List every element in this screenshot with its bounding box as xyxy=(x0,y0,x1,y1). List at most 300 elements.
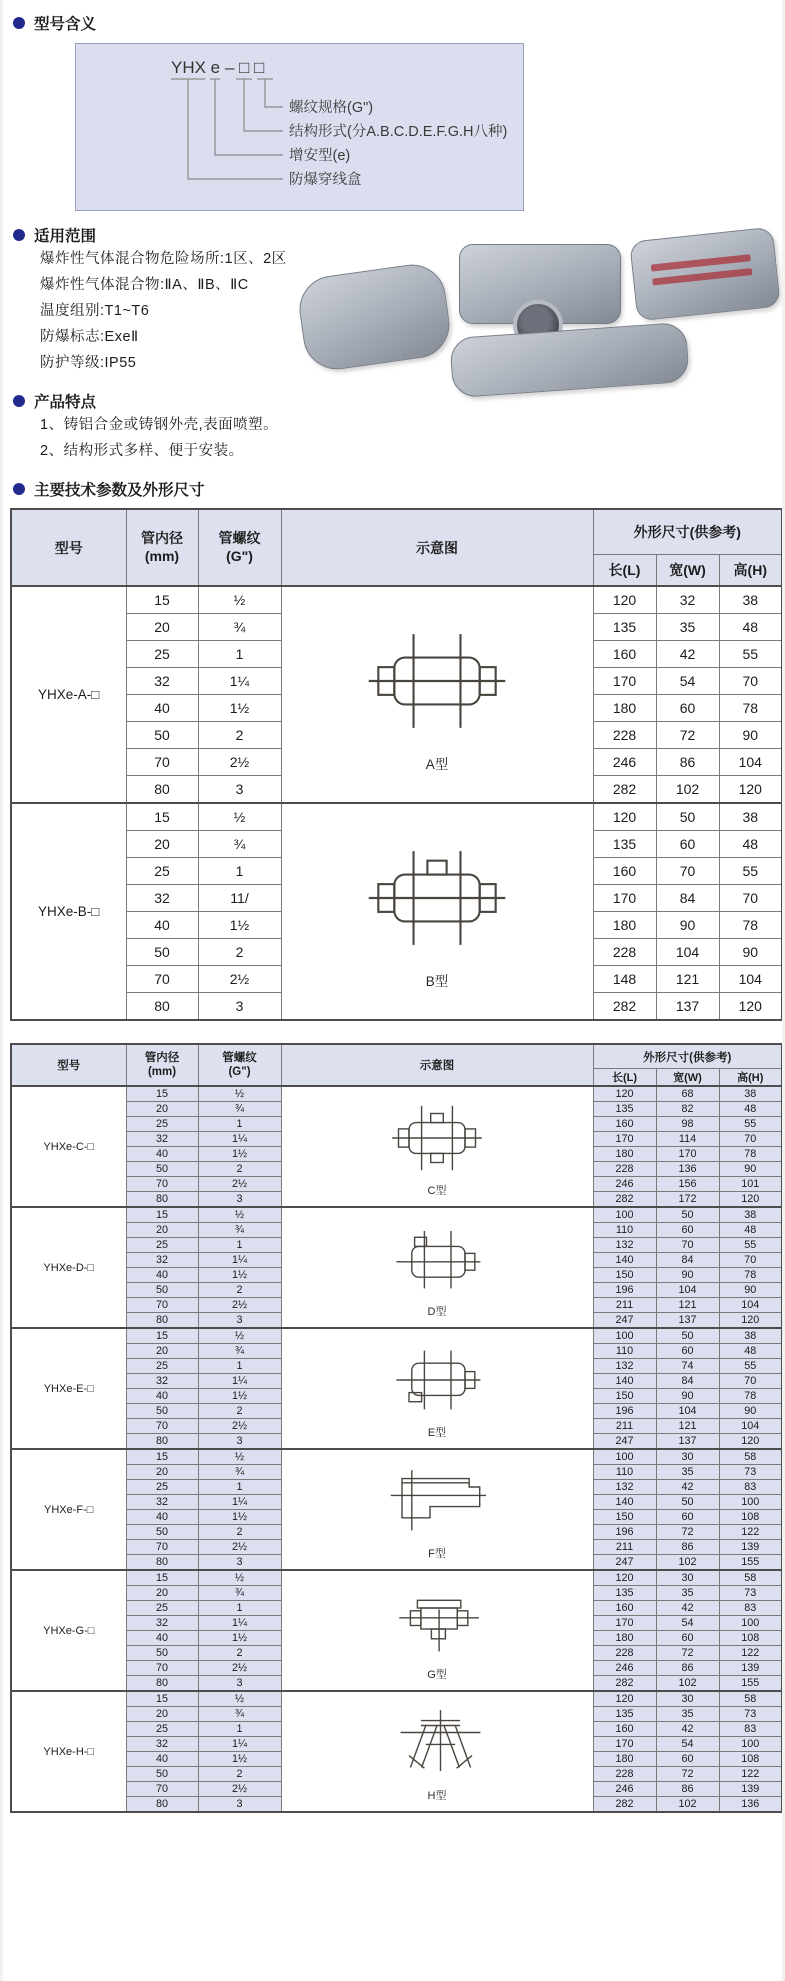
length-cell: 160 xyxy=(593,1117,656,1132)
bore-cell: 80 xyxy=(126,1434,198,1450)
thread-cell: ½ xyxy=(198,1328,281,1344)
schematic-cell xyxy=(281,1328,593,1449)
section-title: 产品特点 xyxy=(34,394,97,411)
width-cell: 114 xyxy=(656,1132,719,1147)
thread-cell: 2 xyxy=(198,1767,281,1782)
length-cell: 120 xyxy=(593,1570,656,1586)
bore-cell: 32 xyxy=(126,1132,198,1147)
width-cell: 98 xyxy=(656,1117,719,1132)
height-cell: 55 xyxy=(719,641,782,668)
thread-cell: ¾ xyxy=(198,1102,281,1117)
width-cell: 137 xyxy=(656,1313,719,1329)
bore-cell: 20 xyxy=(126,1465,198,1480)
height-cell: 104 xyxy=(719,1419,782,1434)
thread-cell: 1½ xyxy=(198,695,281,722)
height-cell: 78 xyxy=(719,1147,782,1162)
height-cell: 48 xyxy=(719,614,782,641)
length-cell: 196 xyxy=(593,1404,656,1419)
height-cell: 139 xyxy=(719,1540,782,1555)
scope-line: 防爆标志:ExeⅡ xyxy=(40,329,139,345)
height-cell: 108 xyxy=(719,1510,782,1525)
thread-cell: 3 xyxy=(198,993,281,1021)
length-cell: 148 xyxy=(593,966,656,993)
height-cell: 136 xyxy=(719,1797,782,1813)
length-cell: 180 xyxy=(593,912,656,939)
height-cell: 104 xyxy=(719,966,782,993)
height-cell: 120 xyxy=(719,1313,782,1329)
bore-cell: 80 xyxy=(126,993,198,1021)
length-cell: 228 xyxy=(593,939,656,966)
spec-table-ab xyxy=(10,508,783,1021)
type-caption: B型 xyxy=(425,973,449,989)
width-cell: 54 xyxy=(656,668,719,695)
height-cell: 78 xyxy=(719,1268,782,1283)
length-cell: 211 xyxy=(593,1540,656,1555)
length-cell: 135 xyxy=(593,1586,656,1601)
height-cell: 73 xyxy=(719,1586,782,1601)
section-title: 适用范围 xyxy=(34,228,97,245)
length-cell: 211 xyxy=(593,1419,656,1434)
width-cell: 90 xyxy=(656,1389,719,1404)
length-cell: 120 xyxy=(593,586,656,614)
bore-cell: 70 xyxy=(126,1419,198,1434)
height-cell: 58 xyxy=(719,1449,782,1465)
height-cell: 139 xyxy=(719,1782,782,1797)
bore-cell: 70 xyxy=(126,1661,198,1676)
col-header-model: 型号 xyxy=(11,1044,126,1086)
bore-cell: 20 xyxy=(126,831,198,858)
width-cell: 42 xyxy=(656,1722,719,1737)
spec-row xyxy=(11,1086,782,1102)
col-header-thread: 管螺纹 (G") xyxy=(198,1044,281,1086)
thread-cell: 2½ xyxy=(198,1177,281,1192)
bore-cell: 20 xyxy=(126,1344,198,1359)
width-cell: 104 xyxy=(656,1283,719,1298)
spec-table-ch xyxy=(10,1043,783,1813)
section-heading-specs xyxy=(13,478,782,500)
length-cell: 160 xyxy=(593,858,656,885)
thread-cell: 2 xyxy=(198,1404,281,1419)
thread-cell: 2 xyxy=(198,1646,281,1661)
model-code-cell: YHXe-F-□ xyxy=(11,1449,126,1570)
width-cell: 50 xyxy=(656,1495,719,1510)
length-cell: 246 xyxy=(593,1177,656,1192)
width-cell: 74 xyxy=(656,1359,719,1374)
height-cell: 70 xyxy=(719,1374,782,1389)
height-cell: 104 xyxy=(719,1298,782,1313)
bore-cell: 80 xyxy=(126,1313,198,1329)
col-header-dims-group: 外形尺寸(供参考) xyxy=(593,1044,782,1069)
height-cell: 155 xyxy=(719,1676,782,1692)
length-cell: 120 xyxy=(593,1691,656,1707)
feature-line: 2、结构形式多样、便于安装。 xyxy=(40,443,244,459)
width-cell: 35 xyxy=(656,1465,719,1480)
thread-cell: ¾ xyxy=(198,1707,281,1722)
width-cell: 60 xyxy=(656,1223,719,1238)
length-cell: 132 xyxy=(593,1359,656,1374)
thread-cell: 1¼ xyxy=(198,1737,281,1752)
thread-cell: 2½ xyxy=(198,1419,281,1434)
col-header-schematic: 示意图 xyxy=(281,1044,593,1086)
length-cell: 150 xyxy=(593,1268,656,1283)
bore-cell: 80 xyxy=(126,776,198,804)
width-cell: 121 xyxy=(656,1298,719,1313)
length-cell: 246 xyxy=(593,1661,656,1676)
height-cell: 108 xyxy=(719,1631,782,1646)
length-cell: 110 xyxy=(593,1223,656,1238)
scope-line: 温度组别:T1~T6 xyxy=(40,303,150,319)
length-cell: 110 xyxy=(593,1344,656,1359)
length-cell: 247 xyxy=(593,1555,656,1571)
col-header-bore: 管内径 (mm) xyxy=(126,509,198,586)
label-thread-spec: 螺纹规格(G") xyxy=(289,100,374,116)
col-header-model: 型号 xyxy=(11,509,126,586)
length-cell: 282 xyxy=(593,776,656,804)
model-code-text: YHX e – □ □ xyxy=(171,58,265,77)
height-cell: 48 xyxy=(719,1344,782,1359)
model-code-cell: YHXe-H-□ xyxy=(11,1691,126,1812)
thread-cell: ¾ xyxy=(198,831,281,858)
bore-cell: 15 xyxy=(126,1449,198,1465)
bore-cell: 40 xyxy=(126,695,198,722)
height-cell: 90 xyxy=(719,1404,782,1419)
height-cell: 55 xyxy=(719,1238,782,1253)
col-header-thread: 管螺纹 (G") xyxy=(198,509,281,586)
bore-cell: 15 xyxy=(126,1328,198,1344)
length-cell: 150 xyxy=(593,1389,656,1404)
length-cell: 160 xyxy=(593,1722,656,1737)
height-cell: 101 xyxy=(719,1177,782,1192)
bore-cell: 32 xyxy=(126,668,198,695)
schematic-cell xyxy=(281,803,593,1020)
section-title: 主要技术参数及外形尺寸 xyxy=(34,482,205,499)
model-code-cell: YHXe-E-□ xyxy=(11,1328,126,1449)
width-cell: 86 xyxy=(656,1540,719,1555)
length-cell: 282 xyxy=(593,1192,656,1208)
length-cell: 246 xyxy=(593,1782,656,1797)
thread-cell: 1 xyxy=(198,858,281,885)
spec-row xyxy=(11,586,782,614)
bore-cell: 70 xyxy=(126,749,198,776)
bore-cell: 25 xyxy=(126,1359,198,1374)
width-cell: 121 xyxy=(656,1419,719,1434)
thread-cell: 1 xyxy=(198,1722,281,1737)
label-increased-safety: 增安型(e) xyxy=(289,148,351,164)
length-cell: 247 xyxy=(593,1313,656,1329)
length-cell: 135 xyxy=(593,831,656,858)
thread-cell: 1½ xyxy=(198,912,281,939)
length-cell: 120 xyxy=(593,1086,656,1102)
col-header-length: 长(L) xyxy=(593,555,656,587)
model-section xyxy=(11,1691,782,1812)
height-cell: 100 xyxy=(719,1495,782,1510)
height-cell: 70 xyxy=(719,1253,782,1268)
table-header xyxy=(11,509,782,586)
height-cell: 122 xyxy=(719,1646,782,1661)
model-section xyxy=(11,1086,782,1207)
width-cell: 102 xyxy=(656,1555,719,1571)
length-cell: 140 xyxy=(593,1374,656,1389)
thread-cell: 2½ xyxy=(198,966,281,993)
width-cell: 136 xyxy=(656,1162,719,1177)
thread-cell: 2½ xyxy=(198,1540,281,1555)
bore-cell: 15 xyxy=(126,1207,198,1223)
height-cell: 139 xyxy=(719,1661,782,1676)
length-cell: 247 xyxy=(593,1434,656,1450)
width-cell: 86 xyxy=(656,1782,719,1797)
spec-row xyxy=(11,1328,782,1344)
width-cell: 86 xyxy=(656,749,719,776)
height-cell: 38 xyxy=(719,1207,782,1223)
length-cell: 282 xyxy=(593,1797,656,1813)
height-cell: 78 xyxy=(719,912,782,939)
thread-cell: ½ xyxy=(198,1207,281,1223)
thread-cell: 2½ xyxy=(198,749,281,776)
width-cell: 172 xyxy=(656,1192,719,1208)
bore-cell: 70 xyxy=(126,1782,198,1797)
length-cell: 180 xyxy=(593,1147,656,1162)
width-cell: 35 xyxy=(656,1586,719,1601)
thread-cell: 1½ xyxy=(198,1389,281,1404)
thread-cell: 2½ xyxy=(198,1298,281,1313)
height-cell: 58 xyxy=(719,1691,782,1707)
height-cell: 38 xyxy=(719,1086,782,1102)
schematic-e-icon xyxy=(375,1338,499,1422)
height-cell: 70 xyxy=(719,885,782,912)
length-cell: 211 xyxy=(593,1298,656,1313)
width-cell: 104 xyxy=(656,1404,719,1419)
bore-cell: 40 xyxy=(126,1752,198,1767)
thread-cell: 2 xyxy=(198,1525,281,1540)
bore-cell: 25 xyxy=(126,641,198,668)
label-structure-form: 结构形式(分A.B.C.D.E.F.G.H八种) xyxy=(289,124,508,140)
thread-cell: 1½ xyxy=(198,1631,281,1646)
bore-cell: 20 xyxy=(126,1586,198,1601)
thread-cell: ½ xyxy=(198,1086,281,1102)
length-cell: 132 xyxy=(593,1238,656,1253)
model-code-diagram xyxy=(76,44,523,210)
thread-cell: 1 xyxy=(198,1480,281,1495)
bore-cell: 25 xyxy=(126,1238,198,1253)
bore-cell: 25 xyxy=(126,1722,198,1737)
width-cell: 60 xyxy=(656,1510,719,1525)
width-cell: 156 xyxy=(656,1177,719,1192)
height-cell: 120 xyxy=(719,1192,782,1208)
bullet-icon xyxy=(13,229,25,241)
model-code-cell: YHXe-A-□ xyxy=(11,586,126,803)
length-cell: 180 xyxy=(593,1631,656,1646)
schematic-cell xyxy=(281,1086,593,1207)
height-cell: 48 xyxy=(719,1102,782,1117)
col-header-schematic: 示意图 xyxy=(281,509,593,586)
thread-cell: 1¼ xyxy=(198,668,281,695)
table-header xyxy=(11,1044,782,1086)
width-cell: 121 xyxy=(656,966,719,993)
width-cell: 30 xyxy=(656,1449,719,1465)
height-cell: 55 xyxy=(719,1359,782,1374)
height-cell: 108 xyxy=(719,1752,782,1767)
model-code-cell: YHXe-D-□ xyxy=(11,1207,126,1328)
bore-cell: 25 xyxy=(126,1117,198,1132)
height-cell: 104 xyxy=(719,749,782,776)
bore-cell: 40 xyxy=(126,1268,198,1283)
height-cell: 155 xyxy=(719,1555,782,1571)
width-cell: 50 xyxy=(656,1207,719,1223)
width-cell: 50 xyxy=(656,803,719,831)
width-cell: 60 xyxy=(656,1344,719,1359)
thread-cell: 3 xyxy=(198,776,281,804)
model-code-cell: YHXe-B-□ xyxy=(11,803,126,1020)
bore-cell: 50 xyxy=(126,1283,198,1298)
schematic-cell xyxy=(281,586,593,803)
model-section xyxy=(11,586,782,803)
height-cell: 90 xyxy=(719,1283,782,1298)
col-header-width: 宽(W) xyxy=(656,1069,719,1087)
section-title: 型号含义 xyxy=(34,16,97,33)
thread-cell: 3 xyxy=(198,1434,281,1450)
thread-cell: 1 xyxy=(198,1601,281,1616)
bore-cell: 20 xyxy=(126,1707,198,1722)
length-cell: 170 xyxy=(593,1737,656,1752)
thread-cell: 3 xyxy=(198,1555,281,1571)
height-cell: 73 xyxy=(719,1465,782,1480)
bore-cell: 20 xyxy=(126,1102,198,1117)
length-cell: 228 xyxy=(593,1646,656,1661)
bore-cell: 80 xyxy=(126,1192,198,1208)
thread-cell: 1 xyxy=(198,1359,281,1374)
model-section xyxy=(11,1328,782,1449)
width-cell: 137 xyxy=(656,993,719,1021)
height-cell: 70 xyxy=(719,668,782,695)
width-cell: 170 xyxy=(656,1147,719,1162)
width-cell: 72 xyxy=(656,1646,719,1661)
height-cell: 55 xyxy=(719,1117,782,1132)
width-cell: 60 xyxy=(656,695,719,722)
height-cell: 58 xyxy=(719,1570,782,1586)
length-cell: 196 xyxy=(593,1525,656,1540)
thread-cell: ¾ xyxy=(198,1344,281,1359)
height-cell: 38 xyxy=(719,1328,782,1344)
length-cell: 160 xyxy=(593,1601,656,1616)
bore-cell: 15 xyxy=(126,1570,198,1586)
length-cell: 180 xyxy=(593,695,656,722)
width-cell: 60 xyxy=(656,1752,719,1767)
bore-cell: 15 xyxy=(126,1086,198,1102)
width-cell: 86 xyxy=(656,1661,719,1676)
col-header-height: 高(H) xyxy=(719,1069,782,1087)
length-cell: 100 xyxy=(593,1207,656,1223)
thread-cell: 3 xyxy=(198,1313,281,1329)
height-cell: 73 xyxy=(719,1707,782,1722)
thread-cell: 1 xyxy=(198,641,281,668)
schematic-d-icon xyxy=(375,1217,499,1301)
bullet-icon xyxy=(13,483,25,495)
thread-cell: ¾ xyxy=(198,1223,281,1238)
thread-cell: ¾ xyxy=(198,614,281,641)
length-cell: 135 xyxy=(593,1707,656,1722)
width-cell: 30 xyxy=(656,1691,719,1707)
thread-cell: ½ xyxy=(198,1691,281,1707)
height-cell: 90 xyxy=(719,722,782,749)
connector-lines xyxy=(171,79,283,179)
section-heading-model-meaning xyxy=(13,12,782,34)
thread-cell: ½ xyxy=(198,803,281,831)
schematic-cell xyxy=(281,1207,593,1328)
spec-row xyxy=(11,1691,782,1707)
length-cell: 160 xyxy=(593,641,656,668)
thread-cell: ¾ xyxy=(198,1465,281,1480)
width-cell: 68 xyxy=(656,1086,719,1102)
thread-cell: 2½ xyxy=(198,1661,281,1676)
bore-cell: 80 xyxy=(126,1555,198,1571)
bore-cell: 32 xyxy=(126,1253,198,1268)
length-cell: 282 xyxy=(593,993,656,1021)
height-cell: 90 xyxy=(719,1162,782,1177)
length-cell: 170 xyxy=(593,1616,656,1631)
label-conduit-box: 防爆穿线盒 xyxy=(289,172,362,188)
thread-cell: 1½ xyxy=(198,1510,281,1525)
feature-line: 1、铸铝合金或铸钢外壳,表面喷塑。 xyxy=(40,417,279,433)
height-cell: 122 xyxy=(719,1767,782,1782)
thread-cell: 1½ xyxy=(198,1752,281,1767)
height-cell: 100 xyxy=(719,1616,782,1631)
bore-cell: 15 xyxy=(126,586,198,614)
width-cell: 102 xyxy=(656,776,719,804)
thread-cell: 2 xyxy=(198,1162,281,1177)
bore-cell: 70 xyxy=(126,1177,198,1192)
width-cell: 42 xyxy=(656,1601,719,1616)
schematic-c-icon xyxy=(375,1096,499,1180)
length-cell: 196 xyxy=(593,1283,656,1298)
bore-cell: 32 xyxy=(126,1374,198,1389)
bullet-icon xyxy=(13,395,25,407)
height-cell: 78 xyxy=(719,695,782,722)
length-cell: 140 xyxy=(593,1253,656,1268)
width-cell: 35 xyxy=(656,614,719,641)
bore-cell: 40 xyxy=(126,1631,198,1646)
bore-cell: 15 xyxy=(126,803,198,831)
width-cell: 35 xyxy=(656,1707,719,1722)
height-cell: 70 xyxy=(719,1132,782,1147)
type-caption: H型 xyxy=(427,1789,447,1802)
bore-cell: 25 xyxy=(126,1480,198,1495)
bore-cell: 50 xyxy=(126,1525,198,1540)
width-cell: 84 xyxy=(656,1374,719,1389)
bore-cell: 50 xyxy=(126,939,198,966)
bore-cell: 40 xyxy=(126,1389,198,1404)
bore-cell: 70 xyxy=(126,1540,198,1555)
spec-row xyxy=(11,1570,782,1586)
schematic-cell xyxy=(281,1449,593,1570)
length-cell: 100 xyxy=(593,1449,656,1465)
width-cell: 90 xyxy=(656,912,719,939)
thread-cell: 1 xyxy=(198,1238,281,1253)
width-cell: 42 xyxy=(656,641,719,668)
model-section xyxy=(11,1570,782,1691)
bore-cell: 70 xyxy=(126,1298,198,1313)
thread-cell: 1¼ xyxy=(198,1495,281,1510)
bore-cell: 32 xyxy=(126,1495,198,1510)
length-cell: 180 xyxy=(593,1752,656,1767)
bore-cell: 40 xyxy=(126,1510,198,1525)
bore-cell: 20 xyxy=(126,614,198,641)
length-cell: 110 xyxy=(593,1465,656,1480)
model-section xyxy=(11,1207,782,1328)
length-cell: 100 xyxy=(593,1328,656,1344)
height-cell: 83 xyxy=(719,1722,782,1737)
spec-row xyxy=(11,1449,782,1465)
height-cell: 83 xyxy=(719,1480,782,1495)
